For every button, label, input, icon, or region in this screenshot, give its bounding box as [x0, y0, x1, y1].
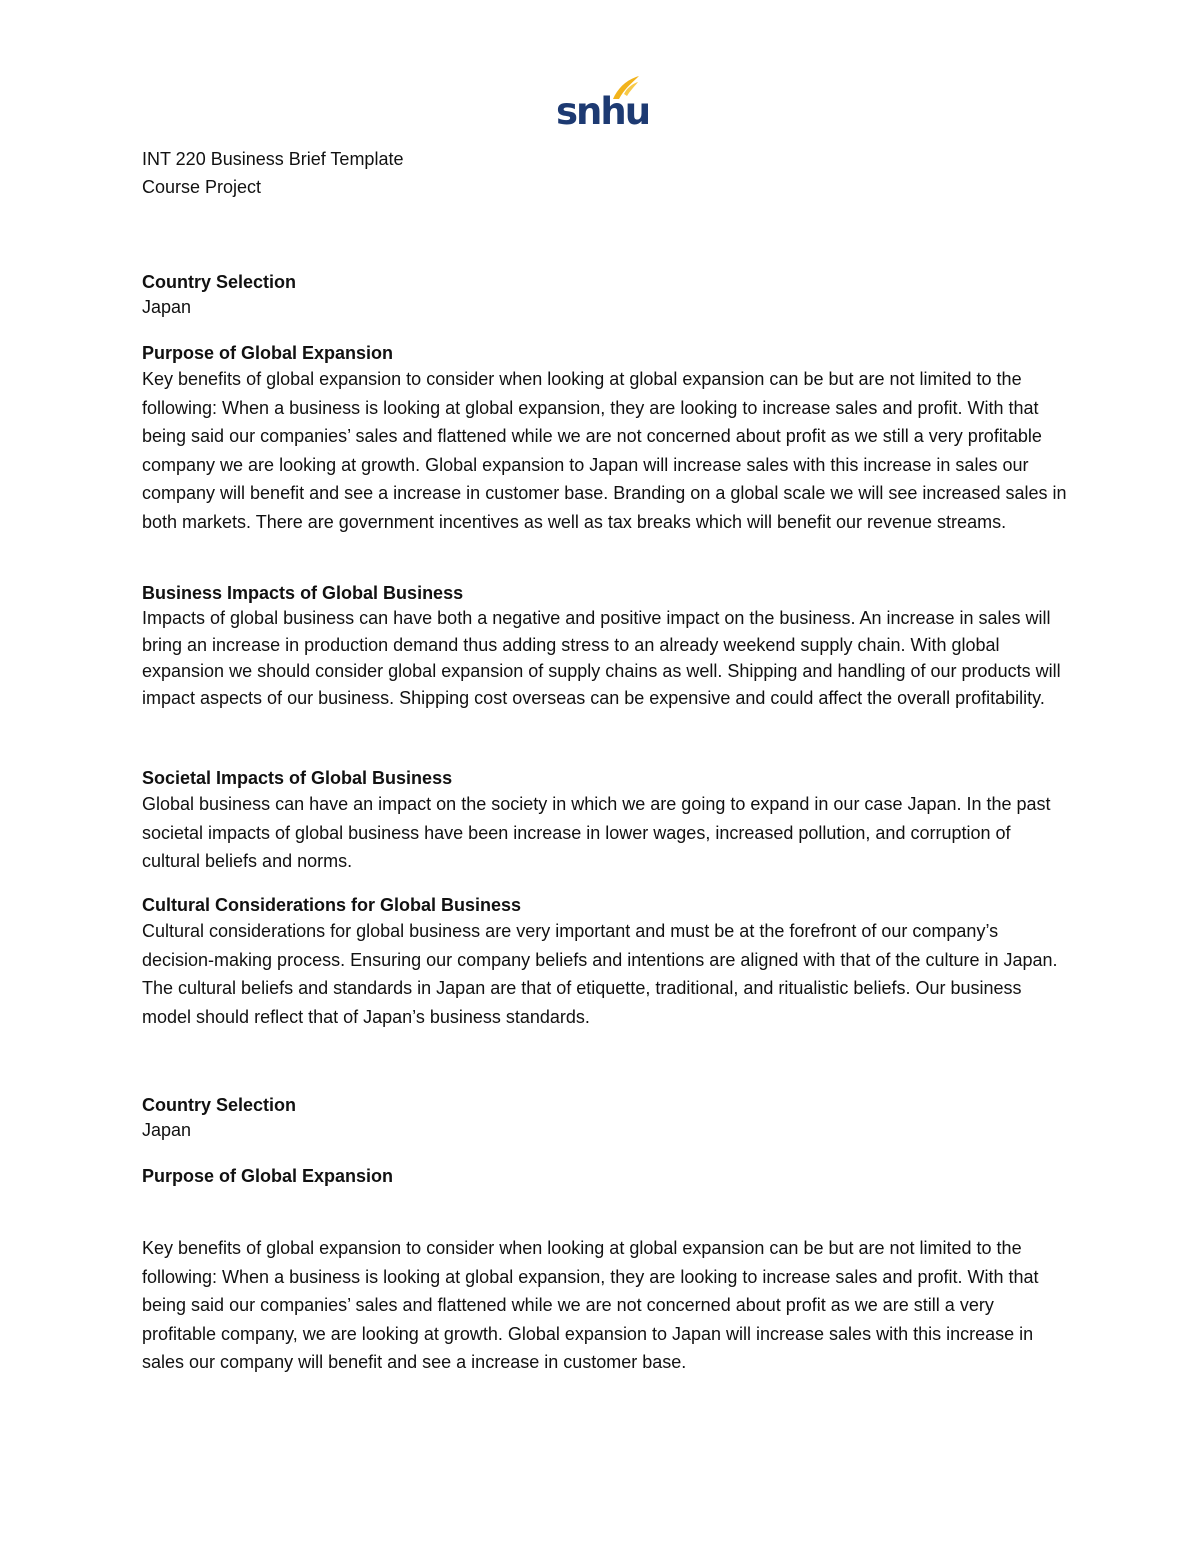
- section-body: Japan: [142, 1120, 192, 1140]
- section-business-impacts: [142, 581, 1072, 711]
- section-purpose-2: [142, 1164, 1072, 1377]
- logo-text: snhu: [556, 90, 650, 133]
- section-body: Key benefits of global expansion to consider when looking at global expansion can be but are not limited to the following: When a business is looking at global expansion, they are looking to increase sales and profit. With that being said our companies’ sales and flattened while we are not concerned about profit as we still a very profitable company we are looking at growth. Global expansion to Japan will increase sales with this increase in sales our company will benefit and see a increase in customer base. Branding on a global scale we will see increased sales in both markets. There are government incentives as well as tax breaks which will benefit our revenue streams.: [142, 369, 1067, 532]
- section-country-selection: [142, 270, 1072, 320]
- section-purpose: [142, 341, 1072, 536]
- section-body: Impacts of global business can have both a negative and positive impact on the business. An increase in sales will bring an increase in production demand thus adding stress to an already weekend supply chain. With global expansion we should consider global expansion of supply chains as well. Shipping and handling of our products will impact aspects of our business. Shipping cost overseas can be expensive and could affect the overall profitability.: [142, 608, 1061, 708]
- section-body: Key benefits of global expansion to consider when looking at global expansion can be but are not limited to the following: When a business is looking at global expansion, they are looking to increase sales and profit. With that being said our companies’ sales and flattened while we are not concerned about profit as we are still a very profitable company, we are looking at growth. Global expansion to Japan will increase sales with this increase in sales our company will benefit and see a increase in customer base.: [142, 1238, 1039, 1372]
- section-heading: Cultural Considerations for Global Business: [142, 895, 522, 915]
- section-cultural-considerations: [142, 893, 1072, 1031]
- section-heading: Societal Impacts of Global Business: [142, 768, 453, 788]
- document-header: [142, 145, 1072, 201]
- section-heading: Purpose of Global Expansion: [142, 1166, 394, 1186]
- section-body: Cultural considerations for global business are very important and must be at the forefront of our company’s decision-making process. Ensuring our company beliefs and intentions are aligned with that of the culture in Japan. The cultural beliefs and standards in Japan are that of etiquette, traditional, and ritualistic beliefs. Our business model should reflect that of Japan’s business standards.: [142, 921, 1058, 1027]
- section-body: Global business can have an impact on the society in which we are going to expand in our case Japan. In the past societal impacts of global business have been increase in lower wages, increased pollution, and corruption of cultural beliefs and norms.: [142, 794, 1051, 871]
- section-body: Japan: [142, 297, 192, 317]
- section-heading: Business Impacts of Global Business: [142, 583, 464, 603]
- section-country-selection-2: [142, 1093, 1072, 1143]
- section-heading: Country Selection: [142, 272, 297, 292]
- section-heading: Country Selection: [142, 1095, 297, 1115]
- document-title: INT 220 Business Brief Template: [142, 149, 404, 169]
- section-societal-impacts: [142, 766, 1072, 876]
- section-heading: Purpose of Global Expansion: [142, 343, 394, 363]
- document-subtitle: Course Project: [142, 177, 262, 197]
- snhu-logo: [556, 74, 650, 133]
